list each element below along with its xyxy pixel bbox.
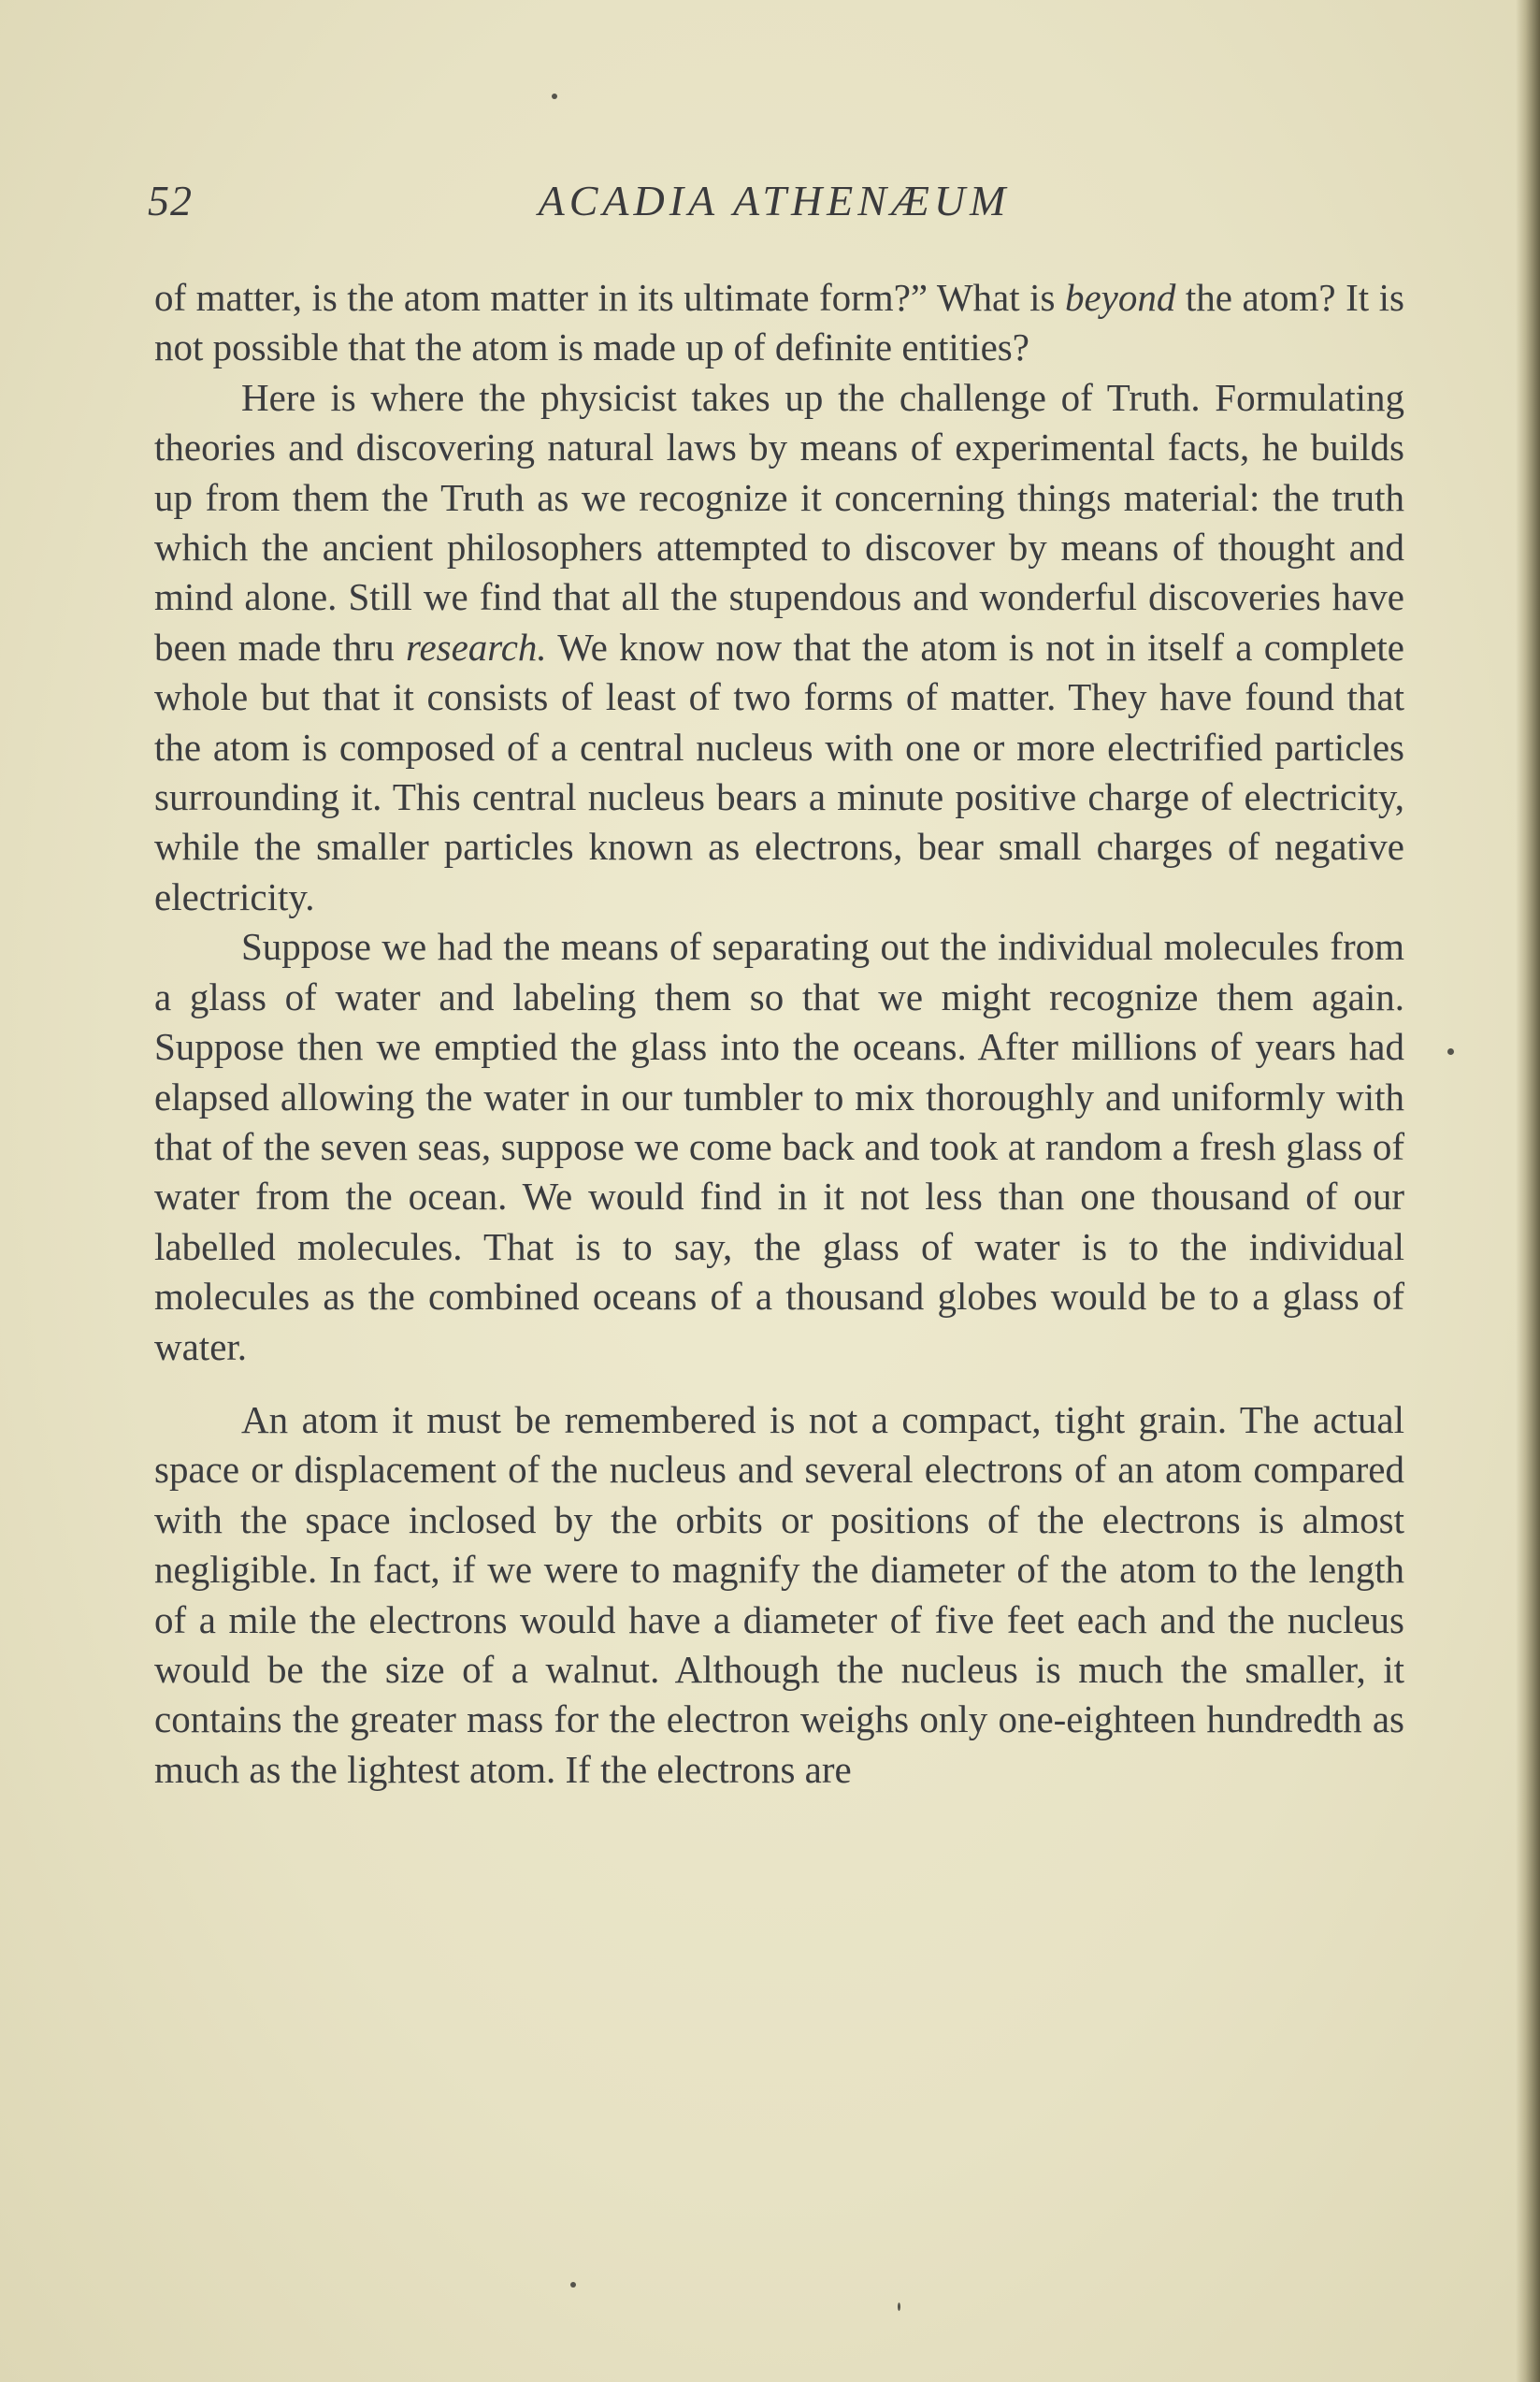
paragraph-2-emphasis: research. bbox=[406, 625, 547, 669]
ink-speck bbox=[570, 2282, 576, 2288]
paragraph-4: An atom it must be remembered is not a compact, tight grain. The actual space or displacement of the nucleus and several electrons of an atom compared with the space inclosed by the orbits or positions of the electrons is almost negligible. In fact, if we were to magnify the diameter of the atom to the length of a mile the electrons would have a diameter of five feet each and the nucleus would be the size of a walnut. Although the nucleus is much the smaller, it contains the greater mass for the electron weighs only one-eighteen hundredth as much as the lightest atom. If the electrons are bbox=[154, 1397, 1404, 1791]
paragraph-1-text-a: of matter, is the atom matter in its ultimate form?” What is bbox=[154, 276, 1065, 319]
paragraph-2 bbox=[154, 373, 1404, 922]
page-number: 52 bbox=[148, 177, 193, 224]
paragraph-1 bbox=[154, 273, 1404, 373]
paragraph-2-text-a: Here is where the physicist takes up the challenge of Truth. Formulating theories and discovering natural laws by means of experimental facts, he builds up from them the Truth as we recognize it concerning things material: the truth which the ancient philosophers attempted to discover by means of thought and mind alone. Still we find that all the stupendous and wonderful discoveries have been made thru bbox=[154, 375, 1404, 669]
paragraph-1-text-b: the atom? It is not possible that the atom is made up of definite entities? bbox=[154, 276, 1404, 369]
ink-speck bbox=[1447, 1048, 1454, 1055]
page-edge-shadow bbox=[1516, 0, 1540, 2382]
article-body bbox=[154, 273, 1404, 1795]
paragraph-2-text-b: We know now that the atom is not in itself a complete whole but that it consists of least of two forms of matter. They have found that the atom is composed of a central nucleus with one or more electrified particles surrounding it. This central nucleus bears a minute positive charge of electricity, while the smaller particles known as electrons, bear small charges of negative electricity. bbox=[154, 625, 1404, 918]
ink-speck bbox=[898, 2303, 900, 2311]
page-header bbox=[148, 176, 1404, 232]
ink-speck bbox=[552, 94, 557, 99]
paragraph-3: Suppose we had the means of separating out the individual molecules from a glass of water and labeling them so that we might recognize them again. Suppose then we emptied the glass into the oceans. After millions of years had elapsed allowing the water in our tumbler to mix thoroughly and uniformly with that of the seven seas, suppose we come back and took at random a fresh glass of water from the ocean. We would find in it not less than one thousand of our labelled molecules. That is to say, the glass of water is to the individual molecules as the combined oceans of a thousand globes would be to a glass of water. bbox=[154, 925, 1404, 1368]
running-title: ACADIA ATHENÆUM bbox=[538, 177, 1011, 224]
paragraph-1-emphasis: beyond bbox=[1064, 276, 1176, 319]
